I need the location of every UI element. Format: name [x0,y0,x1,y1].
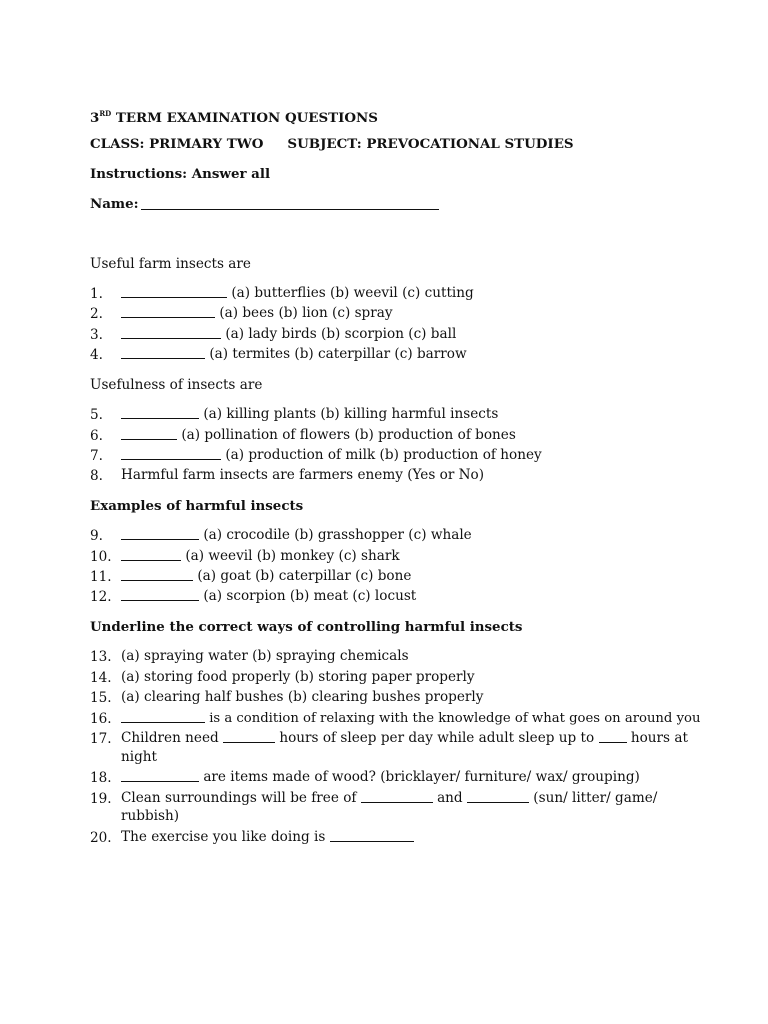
question-17: Children need hours of sleep per day while adult sleep up to hours at [121,730,688,746]
question-number: 2. [90,306,103,322]
question-11: (a) goat (b) caterpillar (c) bone [121,567,411,586]
name-label: Name: [90,196,139,212]
answer-blank[interactable] [121,326,221,339]
instructions: Instructions: Answer all [90,166,271,182]
exam-title [90,105,378,127]
question-3: (a) lady birds (b) scorpion (c) ball [121,325,456,344]
question-14: (a) storing food properly (b) storing paper properly [121,669,475,685]
answer-blank[interactable] [121,527,199,540]
question-number: 10. [90,549,112,565]
question-number: 19. [90,791,112,807]
question-number: 14. [90,670,112,686]
title-text: TERM EXAMINATION QUESTIONS [111,110,378,126]
question-number: 17. [90,731,112,747]
question-8: Harmful farm insects are farmers enemy (Yes or No) [121,467,485,483]
class-label: CLASS: PRIMARY TWO [90,136,264,152]
question-18: are items made of wood? (bricklayer/ furniture/ wax/ grouping) [121,768,640,787]
question-2: (a) bees (b) lion (c) spray [121,304,393,323]
answer-blank[interactable] [121,710,205,723]
subject-label: SUBJECT: PREVOCATIONAL STUDIES [287,136,574,152]
answer-blank[interactable] [121,447,221,460]
question-number: 18. [90,770,112,786]
answer-blank[interactable] [121,568,193,581]
section-heading-controlling: Underline the correct ways of controlling harmful insects [90,619,523,635]
question-number: 1. [90,286,103,302]
question-number: 12. [90,589,112,605]
answer-blank[interactable] [467,790,529,803]
question-5: (a) killing plants (b) killing harmful insects [121,405,498,424]
question-number: 20. [90,830,112,846]
title-number: 3 [90,110,100,126]
answer-blank[interactable] [223,730,275,743]
class-subject-line [90,135,574,153]
question-10: (a) weevil (b) monkey (c) shark [121,547,400,566]
question-number: 15. [90,690,112,706]
title-superscript: RD [99,109,112,118]
answer-blank[interactable] [121,346,205,359]
question-9: (a) crocodile (b) grasshopper (c) whale [121,526,472,545]
name-field[interactable] [141,209,439,210]
question-4: (a) termites (b) caterpillar (c) barrow [121,345,467,364]
question-number: 4. [90,347,103,363]
question-20: The exercise you like doing is [121,828,414,847]
question-19-continued: rubbish) [121,808,180,824]
question-19: Clean surroundings will be free of and (sun/ litter/ game/ [121,790,658,806]
question-16: is a condition of relaxing with the knowledge of what goes on around you [121,709,700,728]
section-heading-useful-insects: Useful farm insects are [90,256,251,272]
question-number: 6. [90,428,103,444]
question-7: (a) production of milk (b) production of honey [121,446,542,465]
question-6: (a) pollination of flowers (b) production of bones [121,426,516,445]
section-heading-usefulness: Usefulness of insects are [90,377,263,393]
answer-blank[interactable] [121,285,227,298]
question-number: 13. [90,649,112,665]
question-1: (a) butterflies (b) weevil (c) cutting [121,284,474,303]
name-line [90,195,439,213]
answer-blank[interactable] [121,305,215,318]
question-number: 3. [90,327,103,343]
answer-blank[interactable] [330,829,414,842]
question-number: 7. [90,448,103,464]
question-15: (a) clearing half bushes (b) clearing bushes properly [121,689,484,705]
question-number: 11. [90,569,112,585]
answer-blank[interactable] [599,730,627,743]
section-heading-harmful-insects: Examples of harmful insects [90,498,304,514]
answer-blank[interactable] [121,548,181,561]
question-12: (a) scorpion (b) meat (c) locust [121,587,416,606]
answer-blank[interactable] [121,427,177,440]
question-number: 8. [90,468,103,484]
question-number: 5. [90,407,103,423]
question-17-continued: night [121,749,158,765]
question-number: 16. [90,711,112,727]
question-13: (a) spraying water (b) spraying chemicals [121,648,409,664]
answer-blank[interactable] [121,769,199,782]
answer-blank[interactable] [361,790,433,803]
answer-blank[interactable] [121,406,199,419]
answer-blank[interactable] [121,588,199,601]
question-number: 9. [90,528,103,544]
